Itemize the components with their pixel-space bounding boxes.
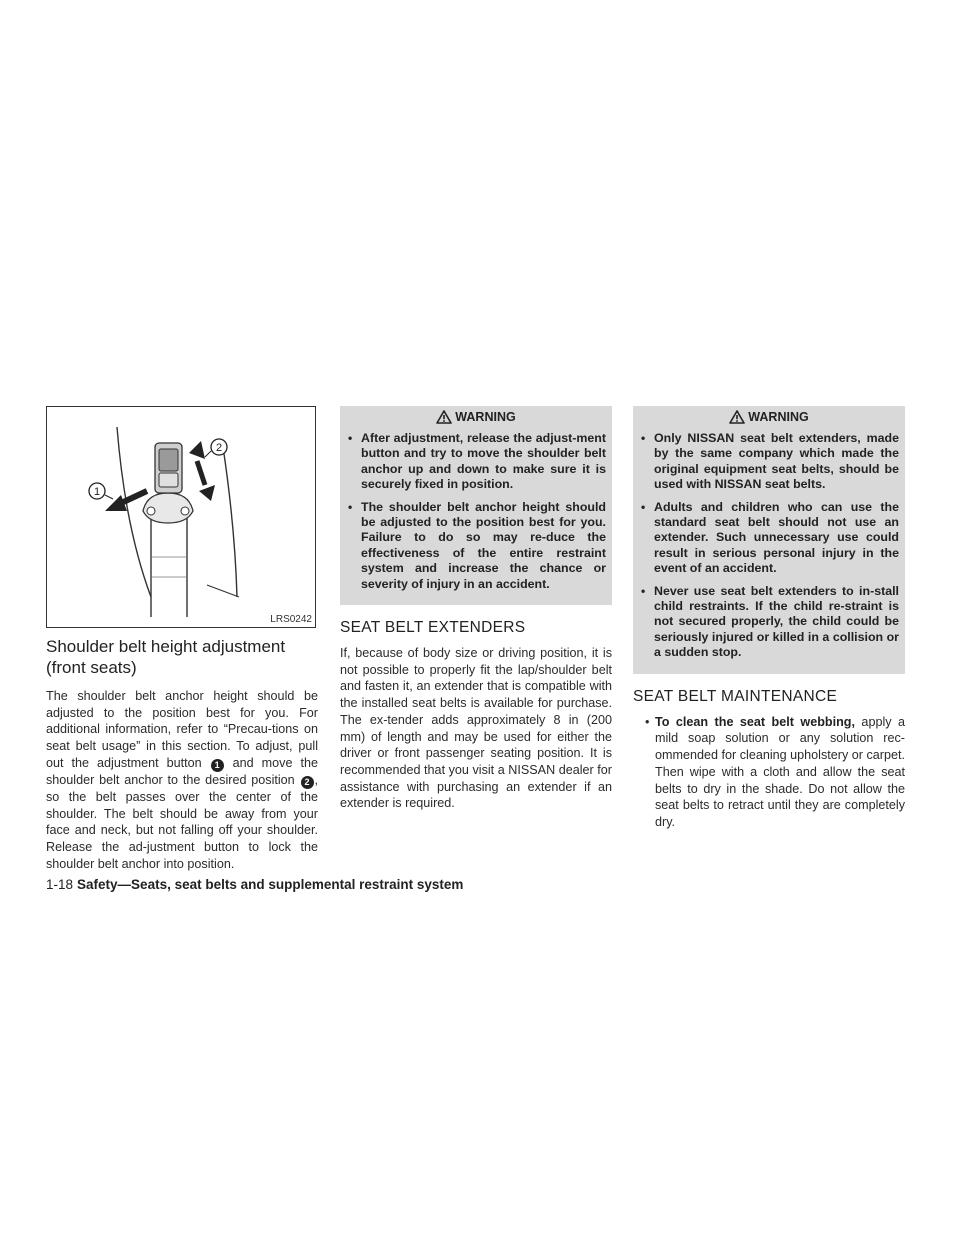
warning-box-extenders	[633, 406, 905, 674]
callout-1-label: 1	[93, 486, 101, 498]
warning-item: • Adults and children who can use the standard seat belt should not use an extender. Such unnecessary use could result in serious personal injury in the event of an accident.	[639, 500, 899, 577]
warning-item: • Never use seat belt extenders to in-stall child restraints. If the child re-straint is not secured properly, the child could be seriously injured or killed in a collision or a sudden stop.	[639, 584, 899, 661]
warning-item: • Only NISSAN seat belt extenders, made by the same company which made the original equipment seat belts, should be used with NISSAN seat belts.	[639, 431, 899, 493]
extenders-text: If, because of body size or driving position, it is not possible to properly fit the lap/shoulder belt and fasten it, an extender that is compatible with the installed seat belts is available for purchase. The ex-tender adds approximately 8 in (200 mm) of length and may be used for either the driver or front passenger seating position. It is recommended that you visit a NISSAN dealer for assistance with purchasing an extender if an extender is required.	[340, 646, 612, 811]
warning-title: WARNING	[455, 410, 516, 424]
column-middle	[340, 406, 612, 812]
text-part-a: The shoulder belt anchor height should be adjusted to the position best for you. For additional information, refer to “Precau-tions on seat belt usage” in this section. To adjust, pull out the adjustment button	[46, 689, 318, 770]
figure-code: LRS0242	[270, 614, 312, 625]
heading-line-2: (front seats)	[46, 658, 137, 677]
warning-list	[639, 431, 899, 661]
warning-triangle-icon	[729, 410, 745, 424]
warning-header	[346, 406, 606, 428]
shoulder-belt-heading	[46, 636, 318, 678]
chapter-title: Safety—Seats, seat belts and supplemental restraint system	[77, 877, 464, 892]
maintenance-item	[633, 714, 905, 831]
warning-item: • The shoulder belt anchor height should be adjusted to the position best for you. Failure to do so may re-duce the effectiveness of the entire restraint system and increase the chance or severity of injury in an accident.	[346, 500, 606, 592]
heading-line-1: Shoulder belt height adjustment	[46, 637, 286, 656]
warning-title: WARNING	[748, 410, 809, 424]
ref-badge-2: 2	[301, 776, 314, 789]
extenders-heading: SEAT BELT EXTENDERS	[340, 619, 526, 637]
shoulder-belt-figure	[46, 406, 316, 628]
pull-arrow-icon	[105, 491, 147, 511]
maintenance-lead: To clean the seat belt webbing,	[655, 714, 855, 729]
shoulder-belt-illustration	[47, 407, 315, 627]
warning-triangle-icon	[436, 410, 452, 424]
warning-item: • After adjustment, release the adjust-ment button and try to move the shoulder belt anchor up and down to make sure it is securely fixed in position.	[346, 431, 606, 493]
shoulder-belt-text	[46, 688, 318, 872]
text-part-b: and move the shoulder belt anchor to the desired position	[46, 755, 318, 787]
column-left	[46, 406, 318, 872]
warning-list	[346, 431, 606, 592]
maintenance-heading: SEAT BELT MAINTENANCE	[633, 687, 838, 705]
bullet: •	[645, 714, 650, 729]
text-part-c: , so the belt passes over the center of the shoulder. The belt should be away from your face and neck, but not falling off your shoulder. Release the ad-justment button to lock the shoulder belt anchor into position.	[46, 772, 318, 871]
ref-badge-1: 1	[211, 759, 224, 772]
page-number: 1-18	[46, 877, 74, 892]
maintenance-text: apply a mild soap solution or any solution rec-ommended for cleaning upholstery or carpet. Then wipe with a cloth and allow the seat belts to dry in the shade. Do not allow the seat belts to retract until they are completely dry.	[655, 714, 905, 829]
page-footer	[46, 877, 463, 892]
callout-2-label: 2	[215, 442, 223, 454]
warning-box-adjustment	[340, 406, 612, 605]
warning-header	[639, 406, 899, 428]
column-right	[633, 406, 905, 831]
